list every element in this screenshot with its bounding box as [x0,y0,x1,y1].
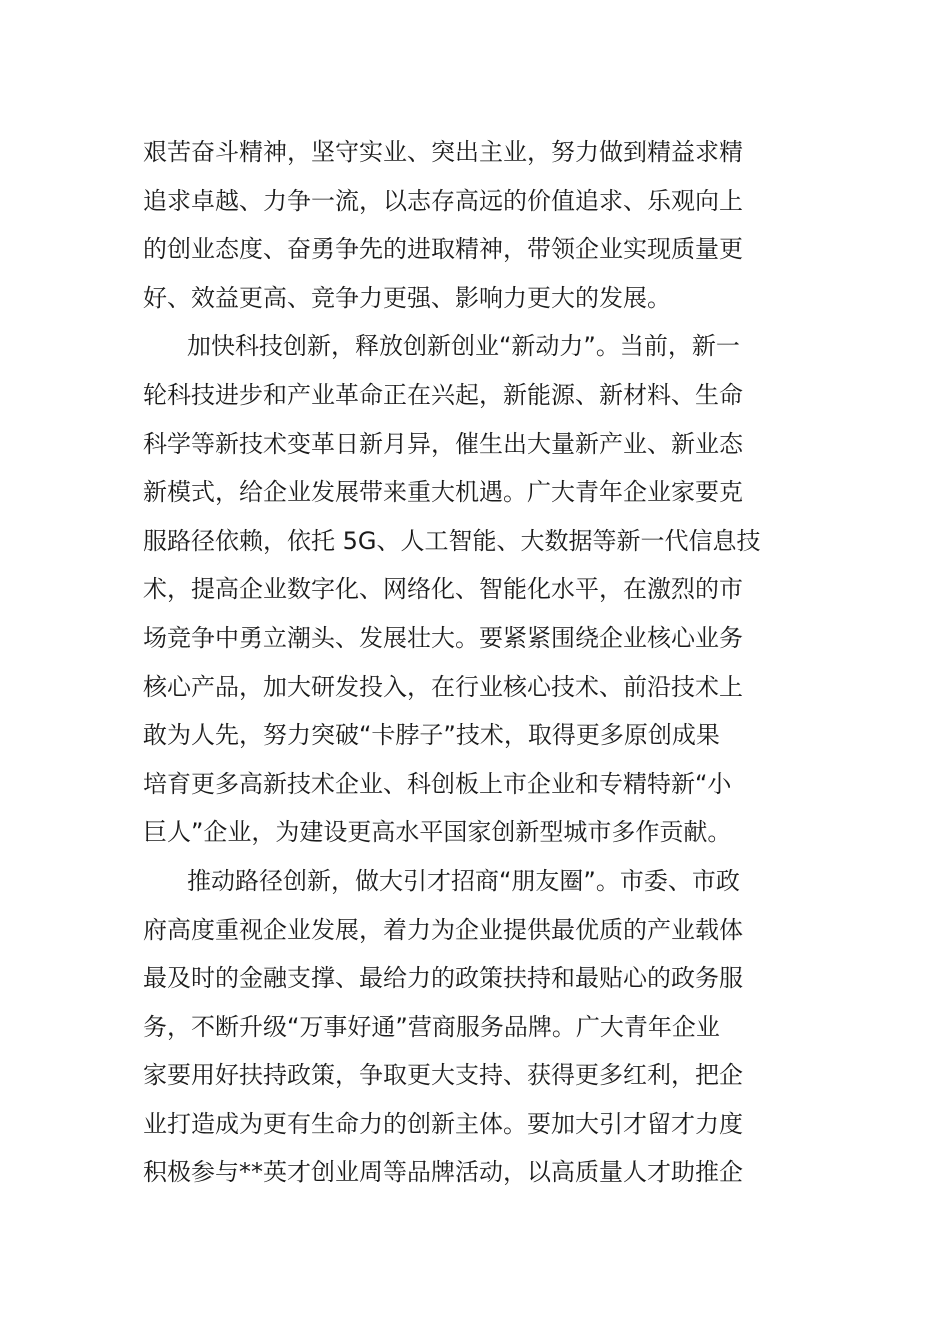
text-line: 巨人”企业，为建设更高水平国家创新型城市多作贡献。 [143,818,732,847]
text-line: 科学等新技术变革日新月异，催生出大量新产业、新业态 [143,429,743,458]
paragraph-1 [143,128,823,322]
text-line: 好、效益更高、竞争力更强、影响力更大的发展。 [143,283,671,312]
text-line: 推动路径创新，做大引才招商“朋友圈”。市委、市政 [187,866,740,895]
text-line: 敢为人先，努力突破“卡脖子”技术，取得更多原创成果 [143,721,720,750]
paragraph-3 [143,857,823,1197]
text-line: 务，不断升级“万事好通”营商服务品牌。广大青年企业 [143,1012,720,1041]
text-line: 轮科技进步和产业革命正在兴起，新能源、新材料、生命 [143,380,743,409]
paragraph-2 [143,322,823,857]
text-line: 业打造成为更有生命力的创新主体。要加大引才留才力度 [143,1109,743,1138]
text-line: 服路径依赖，依托 5G、人工智能、大数据等新一代信息技 [143,526,761,555]
text-line: 术，提高企业数字化、网络化、智能化水平，在激烈的市 [143,575,743,604]
text-line: 的创业态度、奋勇争先的进取精神，带领企业实现质量更 [143,235,743,264]
text-line: 培育更多高新技术企业、科创板上市企业和专精特新“小 [143,769,732,798]
text-line: 家要用好扶持政策，争取更大支持、获得更多红利，把企 [143,1061,743,1090]
body-text [143,128,823,1197]
text-line: 艰苦奋斗精神，坚守实业、突出主业，努力做到精益求精 [143,138,743,166]
text-line: 追求卓越、力争一流，以志存高远的价值追求、乐观向上 [143,186,743,215]
text-line: 最及时的金融支撑、最给力的政策扶持和最贴心的政务服 [143,964,743,993]
text-line: 场竞争中勇立潮头、发展壮大。要紧紧围绕企业核心业务 [143,623,743,652]
text-line: 加快科技创新，释放创新创业“新动力”。当前，新一 [187,332,740,361]
text-line: 积极参与**英才创业周等品牌活动，以高质量人才助推企 [143,1158,743,1187]
text-line: 新模式，给企业发展带来重大机遇。广大青年企业家要克 [143,478,743,507]
text-line: 府高度重视企业发展，着力为企业提供最优质的产业载体 [143,915,743,944]
text-line: 核心产品，加大研发投入，在行业核心技术、前沿技术上 [143,672,743,701]
